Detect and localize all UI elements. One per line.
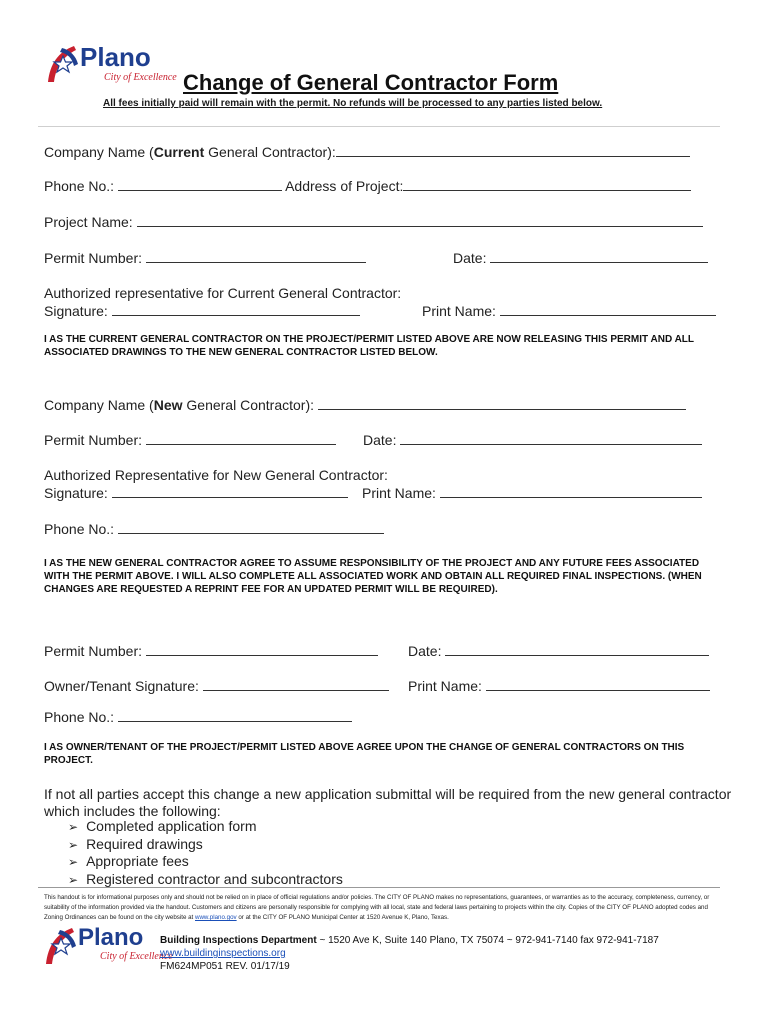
owner-agreement-notice: I AS OWNER/TENANT OF THE PROJECT/PERMIT LISTED ABOVE AGREE UPON THE CHANGE OF GENERAL CONTRACTORS ON THIS PROJECT. — [44, 742, 685, 766]
label: Print Name: — [422, 303, 496, 319]
project-address-field[interactable] — [403, 178, 691, 191]
label: Phone No.: — [44, 709, 115, 725]
owner-signature-field[interactable] — [203, 678, 389, 691]
owner-signature-row — [44, 678, 389, 694]
project-name-row — [44, 214, 703, 230]
current-signature-field[interactable] — [112, 303, 360, 316]
new-date-field[interactable] — [400, 432, 702, 445]
footer-dept-line — [160, 934, 659, 947]
label-emphasis: Current — [153, 144, 205, 160]
disclaimer-text: or at the CITY OF PLANO Municipal Center at 1520 Avenue K, Plano, Texas. — [236, 914, 449, 921]
plano-star-icon — [44, 44, 80, 84]
current-company-row — [44, 144, 690, 160]
list-item — [68, 818, 343, 836]
footer-divider — [38, 887, 720, 888]
owner-phone-field[interactable] — [118, 709, 352, 722]
current-date-row — [453, 250, 708, 266]
label: Owner/Tenant Signature: — [44, 678, 199, 694]
list-item — [68, 836, 343, 854]
disclaimer — [44, 893, 724, 923]
label: Date: — [453, 250, 487, 266]
current-authorized-label: Authorized representative for Current General Contractor: — [44, 285, 402, 301]
label: Print Name: — [362, 485, 436, 501]
list-item — [68, 853, 343, 871]
closing-text: If not all parties accept this change a new application submittal will be required from the new general contractor which includes the following: — [44, 786, 732, 819]
plano-logo-footer — [42, 926, 173, 966]
current-print-name-row — [422, 303, 716, 319]
label: Date: — [408, 643, 442, 659]
owner-date-row — [408, 643, 709, 659]
department-name: Building Inspections Department — [160, 935, 317, 946]
page-subtitle: All fees initially paid will remain with the permit. No refunds will be processed to any parties listed below. — [103, 98, 603, 109]
current-signature-row — [44, 303, 360, 319]
list-item — [68, 871, 343, 889]
page-title: Change of General Contractor Form — [183, 70, 559, 95]
label: Permit Number: — [44, 250, 143, 266]
new-authorized-label: Authorized Representative for New General Contractor: — [44, 467, 388, 483]
plano-star-icon — [42, 926, 78, 966]
new-date-row — [363, 432, 702, 448]
new-print-name-row — [362, 485, 702, 501]
disclaimer-text: This handout is for informational purposes only and should not be relied on in place of official regulations and/or policies. The CITY OF PLANO makes no representations, guarantees, or warranties as to the accuracy, completeness, currency, or suitability of the information provided via the handout. Customers and citizens are personally responsible for complying with all local, state and federal laws pertaining to projects within the city. Copies of the CITY OF PLANO adopted codes and Zoning Ordinances can be found on the city website at — [44, 894, 710, 921]
label: Company Name ( — [44, 144, 154, 160]
current-phone-address-row — [44, 178, 691, 194]
label: Project Name: — [44, 214, 133, 230]
label: General Contractor): — [182, 397, 314, 413]
current-date-field[interactable] — [490, 250, 708, 263]
label-emphasis: New — [153, 397, 183, 413]
list-item-label: Completed application form — [86, 818, 257, 834]
list-item-label: Appropriate fees — [86, 853, 189, 869]
form-revision-id: FM624MP051 REV. 01/17/19 — [160, 961, 290, 972]
new-responsibility-notice: I AS THE NEW GENERAL CONTRACTOR AGREE TO ASSUME RESPONSIBILITY OF THE PROJECT AND ANY FUTURE FEES ASSOCIATED WITH THE PERMIT ABOVE. I WILL ALSO COMPLETE ALL ASSOCIATED WORK AND OBTAIN ALL REQUIRED FINAL INSPECTIONS. (WHEN CHANGES ARE REQUESTED A REPRINT FEE FOR AN UPDATED PERMIT WILL BE REQUIRED). — [44, 558, 702, 595]
owner-print-name-row — [408, 678, 710, 694]
logo-wordmark: Plano — [78, 924, 144, 951]
current-phone-field[interactable] — [118, 178, 282, 191]
label: Phone No.: — [44, 521, 115, 537]
current-permit-field[interactable] — [146, 250, 366, 263]
owner-print-name-field[interactable] — [486, 678, 710, 691]
label: Company Name ( — [44, 397, 154, 413]
new-signature-field[interactable] — [112, 485, 348, 498]
label: Print Name: — [408, 678, 482, 694]
divider — [38, 126, 720, 127]
new-phone-row — [44, 521, 384, 537]
logo-tagline: City of Excellence — [100, 951, 173, 962]
department-address: ~ 1520 Ave K, Suite 140 Plano, TX 75074 ~ 972-941-7140 fax 972-941-7187 — [316, 935, 659, 946]
plano-logo — [44, 44, 177, 84]
current-permit-row — [44, 250, 366, 266]
label: Signature: — [44, 303, 108, 319]
new-permit-field[interactable] — [146, 432, 336, 445]
label: General Contractor): — [204, 144, 336, 160]
label: Address of Project: — [285, 178, 404, 194]
current-release-notice: I AS THE CURRENT GENERAL CONTRACTOR ON THE PROJECT/PERMIT LISTED ABOVE ARE NOW RELEASING THIS PERMIT AND ALL ASSOCIATED DRAWINGS TO THE NEW GENERAL CONTRACTOR LISTED BELOW. — [44, 334, 694, 358]
new-company-row — [44, 397, 686, 413]
owner-date-field[interactable] — [445, 643, 709, 656]
requirements-list — [68, 818, 343, 888]
list-item-label: Required drawings — [86, 835, 203, 852]
current-company-field[interactable] — [336, 144, 690, 157]
owner-permit-field[interactable] — [146, 643, 378, 656]
label: Signature: — [44, 485, 108, 501]
logo-tagline: City of Excellence — [104, 72, 177, 83]
new-company-field[interactable] — [318, 397, 686, 410]
logo-wordmark: Plano — [80, 42, 151, 72]
owner-phone-row — [44, 709, 352, 725]
inspections-website-link[interactable]: www.buildinginspections.org — [160, 948, 286, 959]
owner-permit-row — [44, 643, 378, 659]
label: Permit Number: — [44, 643, 143, 659]
footer-contact — [160, 934, 659, 973]
label: Date: — [363, 432, 397, 448]
new-permit-row — [44, 432, 336, 448]
plano-website-link[interactable]: www.plano.gov — [195, 914, 237, 921]
current-print-name-field[interactable] — [500, 303, 716, 316]
label: Phone No.: — [44, 178, 115, 194]
new-print-name-field[interactable] — [440, 485, 702, 498]
new-phone-field[interactable] — [118, 521, 384, 534]
label: Permit Number: — [44, 432, 143, 448]
new-signature-row — [44, 485, 348, 501]
project-name-field[interactable] — [137, 214, 703, 227]
list-item-label: Registered contractor and subcontractors — [86, 870, 343, 887]
